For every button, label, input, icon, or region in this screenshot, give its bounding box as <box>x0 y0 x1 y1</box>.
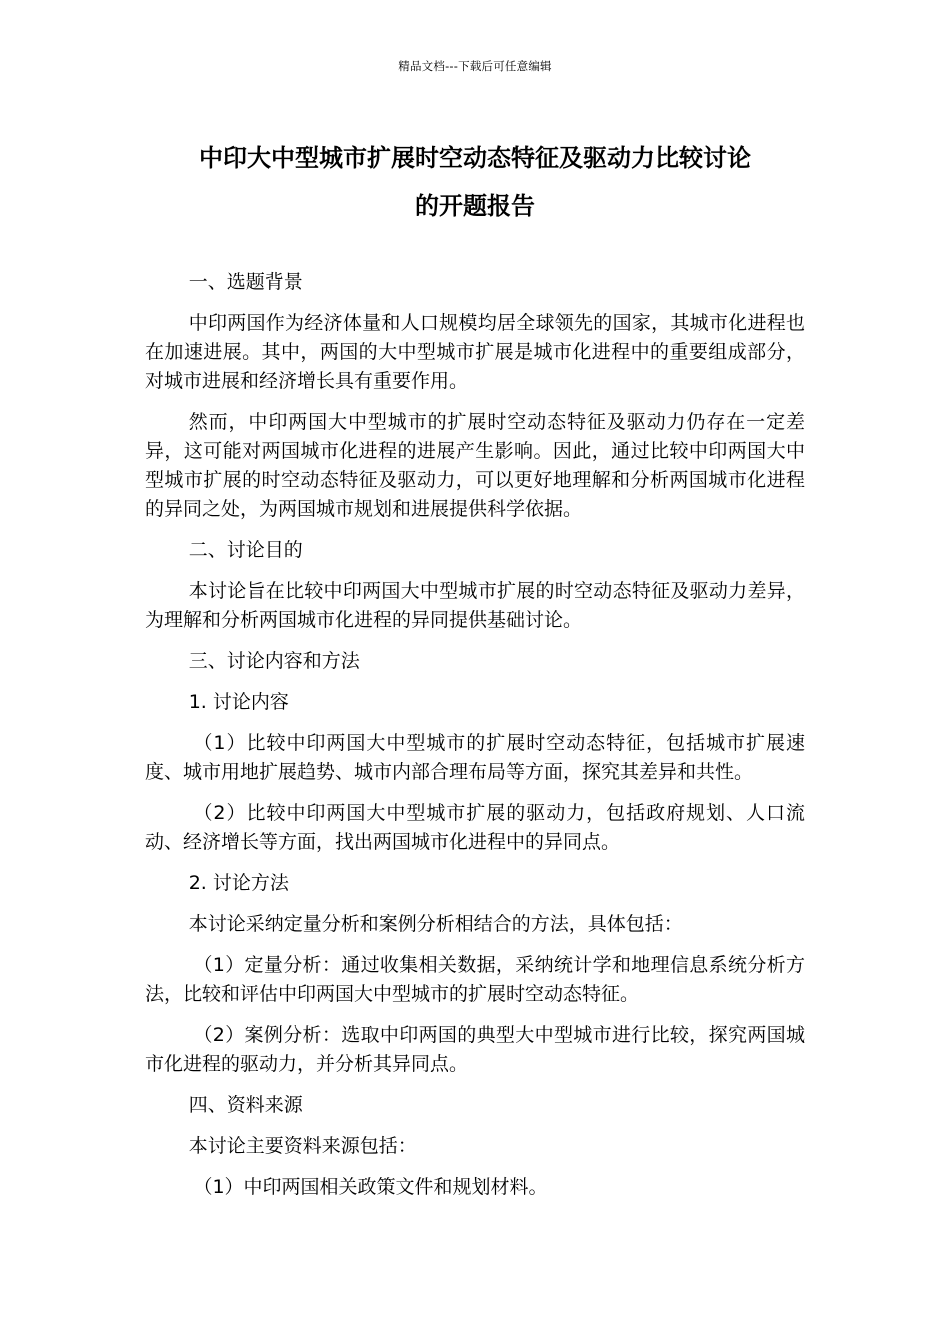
paragraph-background-1: 中印两国作为经济体量和人口规模均居全球领先的国家，其城市化进程也在加速进展。其中，两国的大中型城市扩展是城市化进程中的重要组成部分，对城市进展和经济增长具有重要作用。 <box>145 312 805 392</box>
document-title <box>60 134 890 230</box>
paragraph-purpose: 本讨论旨在比较中印两国大中型城市扩展的时空动态特征及驱动力差异，为理解和分析两国城市化进程的异同提供基础讨论。 <box>145 580 805 631</box>
subheading-content: 1. 讨论内容 <box>188 691 289 713</box>
content-item-1: （1）比较中印两国大中型城市的扩展时空动态特征，包括城市扩展速度、城市用地扩展趋势、城市内部合理布局等方面，探究其差异和共性。 <box>145 732 805 783</box>
paragraph-background-2: 然而，中印两国大中型城市的扩展时空动态特征及驱动力仍存在一定差异，这可能对两国城市化进程的进展产生影响。因此，通过比较中印两国大中型城市扩展的时空动态特征及驱动力，可以更好地理解和分析两国城市化进程的异同之处，为两国城市规划和进展提供科学依据。 <box>145 411 805 520</box>
paragraph-method-intro: 本讨论采纳定量分析和案例分析相结合的方法，具体包括： <box>188 913 683 935</box>
method-item-1: （1）定量分析：通过收集相关数据，采纳统计学和地理信息系统分析方法，比较和评估中印两国大中型城市的扩展时空动态特征。 <box>145 954 805 1005</box>
document-body <box>145 268 805 1214</box>
paragraph-sources-intro: 本讨论主要资料来源包括： <box>188 1135 417 1157</box>
source-item-1: （1）中印两国相关政策文件和规划材料。 <box>193 1176 548 1198</box>
title-line-1: 中印大中型城市扩展时空动态特征及驱动力比较讨论 <box>199 144 751 172</box>
section-heading-background: 一、选题背景 <box>188 271 303 293</box>
title-line-2: 的开题报告 <box>415 192 535 220</box>
page-header: 精品文档---下载后可任意编辑 <box>398 59 552 73</box>
section-heading-sources: 四、资料来源 <box>188 1094 303 1116</box>
section-heading-content-method: 三、讨论内容和方法 <box>188 650 360 672</box>
subheading-method: 2. 讨论方法 <box>188 872 289 894</box>
content-item-2: （2）比较中印两国大中型城市扩展的驱动力，包括政府规划、人口流动、经济增长等方面，找出两国城市化进程中的异同点。 <box>145 802 805 853</box>
section-heading-purpose: 二、讨论目的 <box>188 539 303 561</box>
method-item-2: （2）案例分析：选取中印两国的典型大中型城市进行比较，探究两国城市化进程的驱动力，并分析其异同点。 <box>145 1024 805 1075</box>
